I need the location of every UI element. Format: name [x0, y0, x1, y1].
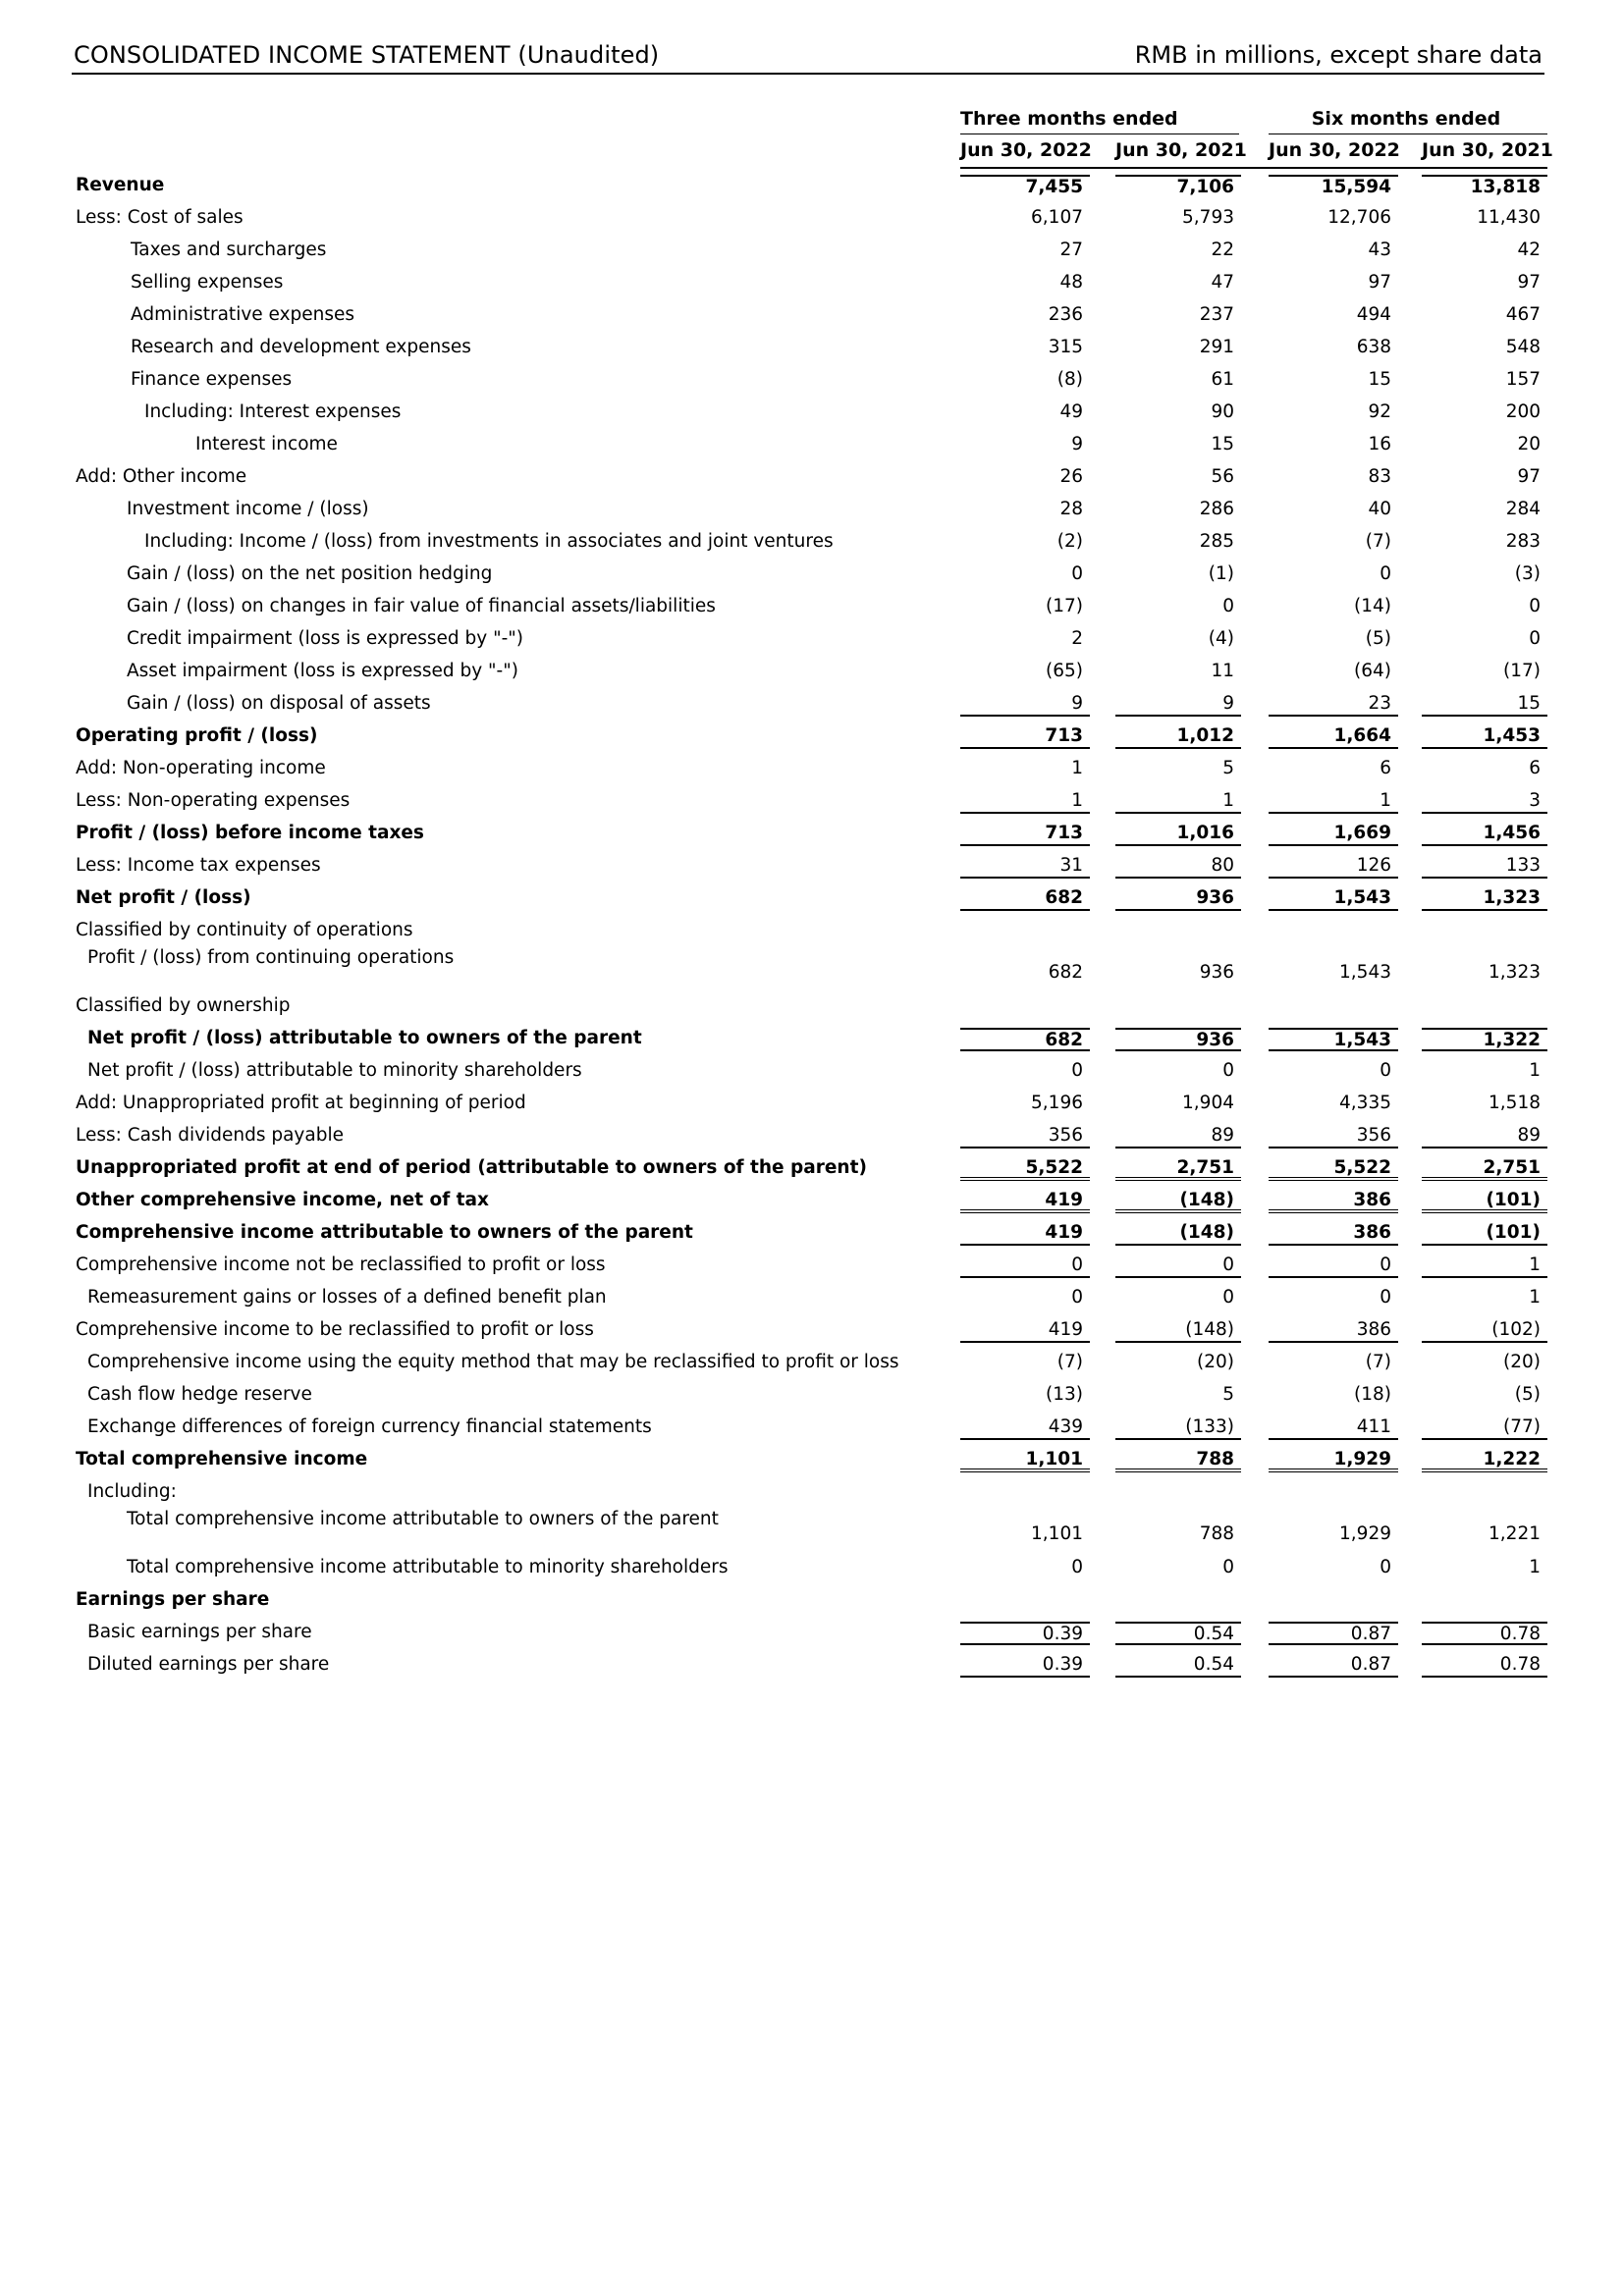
row-value: 2,751 [1115, 1157, 1241, 1181]
row-value: 6 [1380, 758, 1391, 778]
row-value: 1 [1071, 758, 1083, 778]
row-value: 1,669 [1269, 823, 1398, 846]
row-value: 26 [1059, 466, 1083, 487]
group-rule [960, 133, 1239, 134]
table-row [0, 364, 1624, 397]
row-value: (7) [1365, 531, 1391, 552]
row-value: 0.39 [960, 1622, 1090, 1645]
page-header [72, 39, 1544, 75]
row-value: (101) [1422, 1190, 1547, 1213]
row-value: 200 [1505, 401, 1541, 422]
row-value: 386 [1269, 1319, 1398, 1343]
row-value: 285 [1199, 531, 1234, 552]
row-value: 15 [1368, 369, 1391, 390]
table-row [0, 461, 1624, 494]
row-value: 494 [1356, 304, 1391, 325]
row-label: Add: Unappropriated profit at beginning of period [76, 1093, 526, 1113]
row-value: 23 [1269, 693, 1398, 717]
row-value: 133 [1422, 855, 1547, 879]
row-value: (4) [1208, 628, 1234, 649]
table-row [0, 1250, 1624, 1282]
row-value: 5 [1222, 1384, 1234, 1405]
row-value: 43 [1368, 240, 1391, 260]
row-label: Cash flow hedge reserve [87, 1384, 312, 1405]
row-value: 15 [1211, 434, 1234, 454]
row-label: Net profit / (loss) attributable to minority shareholders [87, 1060, 582, 1081]
row-value: 80 [1115, 855, 1241, 879]
row-value: 92 [1368, 401, 1391, 422]
row-value: 0 [1380, 1287, 1391, 1308]
row-value: 61 [1211, 369, 1234, 390]
row-value: 97 [1517, 272, 1541, 293]
table-row [0, 818, 1624, 850]
row-value: 386 [1269, 1190, 1398, 1213]
row-value: 22 [1211, 240, 1234, 260]
row-value: 236 [1048, 304, 1083, 325]
row-value: 15 [1422, 693, 1547, 717]
row-value: (18) [1354, 1384, 1391, 1405]
table-row [0, 1314, 1624, 1347]
row-value: 9 [1071, 434, 1083, 454]
table-row [0, 526, 1624, 559]
row-value: 0 [1529, 628, 1541, 649]
row-label: Less: Cost of sales [76, 207, 244, 228]
table-row [0, 170, 1624, 202]
table-row [0, 753, 1624, 785]
row-label: Credit impairment (loss is expressed by "-") [127, 628, 524, 649]
row-value: 56 [1211, 466, 1234, 487]
row-value: 1,664 [1269, 725, 1398, 749]
row-value: 1 [1529, 1060, 1541, 1081]
row-label: Total comprehensive income attributable to owners of the parent [127, 1509, 719, 1529]
row-value: 0.39 [960, 1654, 1090, 1678]
row-label: Administrative expenses [131, 304, 355, 325]
table-row [0, 1509, 1624, 1552]
row-label: Net profit / (loss) attributable to owners of the parent [87, 1028, 642, 1048]
table-row [0, 1412, 1624, 1444]
row-value: 1 [1269, 790, 1398, 814]
row-value: 1 [1529, 1557, 1541, 1577]
row-value: 97 [1368, 272, 1391, 293]
row-label: Investment income / (loss) [127, 499, 369, 519]
row-label: Including: Interest expenses [144, 401, 402, 422]
row-value: 419 [960, 1319, 1090, 1343]
row-value: 1,101 [1031, 1523, 1083, 1544]
table-row [0, 299, 1624, 332]
row-value: 682 [960, 1028, 1090, 1051]
row-value: 467 [1505, 304, 1541, 325]
row-value: 9 [960, 693, 1090, 717]
row-value: (64) [1354, 661, 1391, 681]
row-value: 4,335 [1339, 1093, 1391, 1113]
table-row [0, 1120, 1624, 1152]
row-value: 0 [1071, 1060, 1083, 1081]
row-label: Gain / (loss) on changes in fair value of financial assets/liabilities [127, 596, 716, 616]
table-row [0, 1444, 1624, 1476]
table-row [0, 850, 1624, 882]
row-label: Profit / (loss) before income taxes [76, 823, 424, 843]
row-value: 936 [1115, 1028, 1241, 1051]
row-label: Comprehensive income not be reclassified to profit or loss [76, 1255, 606, 1275]
row-label: Less: Cash dividends payable [76, 1125, 344, 1146]
table-row [0, 1476, 1624, 1509]
row-value: 6,107 [1031, 207, 1083, 228]
row-value: 291 [1199, 337, 1234, 357]
column-header: Jun 30, 2022 [960, 139, 1092, 161]
row-value: 1,101 [960, 1449, 1090, 1472]
row-label: Classified by continuity of operations [76, 920, 413, 940]
column-group-three-months: Three months ended [960, 108, 1178, 130]
row-value: (7) [1056, 1352, 1083, 1372]
row-value: 157 [1505, 369, 1541, 390]
row-value: 0.54 [1115, 1654, 1241, 1678]
table-row [0, 235, 1624, 267]
table-row [0, 882, 1624, 915]
row-value: 638 [1356, 337, 1391, 357]
row-value: 0 [1222, 1557, 1234, 1577]
statement-title: CONSOLIDATED INCOME STATEMENT (Unaudited) [74, 41, 660, 69]
row-value: 126 [1269, 855, 1398, 879]
row-value: 283 [1505, 531, 1541, 552]
group-rule [1269, 133, 1547, 134]
row-value: 419 [960, 1222, 1090, 1246]
row-value: 286 [1199, 499, 1234, 519]
row-value: 5,522 [960, 1157, 1090, 1181]
row-value: 5,793 [1182, 207, 1234, 228]
row-label: Total comprehensive income attributable to minority shareholders [127, 1557, 729, 1577]
row-label: Gain / (loss) on the net position hedging [127, 563, 493, 584]
row-value: 13,818 [1422, 175, 1547, 198]
row-value: 237 [1199, 304, 1234, 325]
row-value: 3 [1422, 790, 1547, 814]
table-row [0, 397, 1624, 429]
row-value: 315 [1048, 337, 1083, 357]
row-label: Gain / (loss) on disposal of assets [127, 693, 431, 714]
row-value: 48 [1059, 272, 1083, 293]
row-value: 28 [1059, 499, 1083, 519]
column-header: Jun 30, 2021 [1422, 139, 1553, 161]
header-rule [960, 167, 1547, 169]
row-value: 0 [1071, 563, 1083, 584]
row-value: 83 [1368, 466, 1391, 487]
table-row [0, 1584, 1624, 1617]
row-value: 1,929 [1269, 1449, 1398, 1472]
row-value: 7,455 [960, 175, 1090, 198]
table-row [0, 1282, 1624, 1314]
row-value: 1 [1115, 790, 1241, 814]
row-value: (7) [1365, 1352, 1391, 1372]
row-label: Other comprehensive income, net of tax [76, 1190, 489, 1210]
table-row [0, 1088, 1624, 1120]
row-value: 0 [1222, 596, 1234, 616]
row-value: (65) [1046, 661, 1083, 681]
row-value: 386 [1269, 1222, 1398, 1246]
row-value: 788 [1115, 1449, 1241, 1472]
row-label: Comprehensive income attributable to owners of the parent [76, 1222, 693, 1243]
row-label: Exchange differences of foreign currency financial statements [87, 1416, 652, 1437]
row-value: 284 [1505, 499, 1541, 519]
row-label: Comprehensive income to be reclassified to profit or loss [76, 1319, 594, 1340]
row-value: 5,522 [1269, 1157, 1398, 1181]
table-row [0, 1617, 1624, 1649]
row-value: (2) [1056, 531, 1083, 552]
table-row [0, 1152, 1624, 1185]
row-value: 42 [1517, 240, 1541, 260]
row-value: 682 [1048, 962, 1083, 983]
row-value: 0 [1071, 1557, 1083, 1577]
row-value: 1,543 [1269, 1028, 1398, 1051]
row-label: Operating profit / (loss) [76, 725, 318, 746]
row-value: 0.78 [1422, 1622, 1547, 1645]
row-label: Total comprehensive income [76, 1449, 368, 1469]
row-value: (3) [1514, 563, 1541, 584]
row-value: 20 [1517, 434, 1541, 454]
row-label: Add: Other income [76, 466, 247, 487]
table-row [0, 1347, 1624, 1379]
row-value: (17) [1503, 661, 1541, 681]
row-value: 0 [1222, 1287, 1234, 1308]
row-label: Finance expenses [131, 369, 293, 390]
row-value: 90 [1211, 401, 1234, 422]
row-value: 1,929 [1339, 1523, 1391, 1544]
row-value: 0 [960, 1255, 1090, 1278]
column-header: Jun 30, 2021 [1115, 139, 1247, 161]
row-value: 89 [1422, 1125, 1547, 1148]
row-value: 0 [1269, 1255, 1398, 1278]
row-value: 5 [1222, 758, 1234, 778]
table-row [0, 656, 1624, 688]
row-value: 356 [960, 1125, 1090, 1148]
row-value: 1,016 [1115, 823, 1241, 846]
units-note: RMB in millions, except share data [1134, 41, 1543, 69]
row-value: 5,196 [1031, 1093, 1083, 1113]
row-value: (8) [1056, 369, 1083, 390]
row-value: 15,594 [1269, 175, 1398, 198]
row-value: 439 [960, 1416, 1090, 1440]
row-value: 7,106 [1115, 175, 1241, 198]
table-row [0, 559, 1624, 591]
row-label: Unappropriated profit at end of period (attributable to owners of the parent) [76, 1157, 867, 1178]
row-value: (148) [1115, 1190, 1241, 1213]
row-value: 936 [1199, 962, 1234, 983]
row-value: 0 [1380, 1060, 1391, 1081]
row-value: 9 [1115, 693, 1241, 717]
row-value: 936 [1115, 887, 1241, 911]
table-row [0, 332, 1624, 364]
row-value: 47 [1211, 272, 1234, 293]
row-value: (13) [1046, 1384, 1083, 1405]
row-value: 31 [960, 855, 1090, 879]
row-value: 2,751 [1422, 1157, 1547, 1181]
row-value: 682 [960, 887, 1090, 911]
row-value: (14) [1354, 596, 1391, 616]
table-row [0, 1023, 1624, 1055]
table-row [0, 1552, 1624, 1584]
row-value: 419 [960, 1190, 1090, 1213]
table-row [0, 1379, 1624, 1412]
row-value: 11 [1211, 661, 1234, 681]
row-value: 548 [1505, 337, 1541, 357]
row-label: Less: Income tax expenses [76, 855, 321, 876]
table-row [0, 990, 1624, 1023]
row-value: 0 [1380, 563, 1391, 584]
row-value: 713 [960, 823, 1090, 846]
row-value: 2 [1071, 628, 1083, 649]
row-value: 788 [1199, 1523, 1234, 1544]
table-row [0, 591, 1624, 623]
row-label: Including: Income / (loss) from investments in associates and joint ventures [144, 531, 834, 552]
table-row [0, 785, 1624, 818]
row-value: 40 [1368, 499, 1391, 519]
row-label: Selling expenses [131, 272, 284, 293]
row-value: 0.87 [1269, 1622, 1398, 1645]
row-label: Revenue [76, 175, 165, 195]
row-value: (77) [1422, 1416, 1547, 1440]
row-value: 1,323 [1422, 887, 1547, 911]
row-value: 1,322 [1422, 1028, 1547, 1051]
row-value: 12,706 [1327, 207, 1391, 228]
row-value: 49 [1059, 401, 1083, 422]
row-label: Interest income [195, 434, 338, 454]
row-value: 0.78 [1422, 1654, 1547, 1678]
row-label: Diluted earnings per share [87, 1654, 330, 1675]
row-value: 27 [1059, 240, 1083, 260]
column-header: Jun 30, 2022 [1269, 139, 1400, 161]
row-value: 0 [1222, 1060, 1234, 1081]
row-value: 0.87 [1269, 1654, 1398, 1678]
table-row [0, 202, 1624, 235]
row-value: 1,453 [1422, 725, 1547, 749]
row-value: (148) [1115, 1222, 1241, 1246]
row-label: Taxes and surcharges [131, 240, 327, 260]
row-label: Less: Non-operating expenses [76, 790, 351, 811]
table-row [0, 1055, 1624, 1088]
row-value: 1,518 [1489, 1093, 1541, 1113]
row-label: Net profit / (loss) [76, 887, 251, 908]
row-value: 0 [1115, 1255, 1241, 1278]
row-label: Basic earnings per share [87, 1622, 312, 1642]
row-value: 1,323 [1489, 962, 1541, 983]
row-label: Add: Non-operating income [76, 758, 326, 778]
table-row [0, 429, 1624, 461]
row-value: 89 [1115, 1125, 1241, 1148]
table-row [0, 947, 1624, 990]
row-value: (5) [1514, 1384, 1541, 1405]
row-value: (133) [1115, 1416, 1241, 1440]
row-value: 0.54 [1115, 1622, 1241, 1645]
row-value: 1,012 [1115, 725, 1241, 749]
table-row [0, 915, 1624, 947]
row-value: (102) [1422, 1319, 1547, 1343]
table-row [0, 721, 1624, 753]
row-value: (20) [1197, 1352, 1234, 1372]
row-label: Classified by ownership [76, 995, 291, 1016]
row-value: 1,543 [1339, 962, 1391, 983]
row-value: 97 [1517, 466, 1541, 487]
row-value: 0 [1529, 596, 1541, 616]
row-value: 16 [1368, 434, 1391, 454]
row-value: 1,904 [1182, 1093, 1234, 1113]
row-value: 1 [1422, 1255, 1547, 1278]
row-value: (17) [1046, 596, 1083, 616]
row-label: Earnings per share [76, 1589, 270, 1610]
row-value: 0 [1380, 1557, 1391, 1577]
table-row [0, 1217, 1624, 1250]
row-label: Profit / (loss) from continuing operations [87, 947, 455, 968]
row-label: Asset impairment (loss is expressed by "-") [127, 661, 518, 681]
row-value: 1,221 [1489, 1523, 1541, 1544]
column-group-six-months: Six months ended [1311, 108, 1501, 130]
row-label: Research and development expenses [131, 337, 471, 357]
table-row [0, 623, 1624, 656]
row-value: 1 [1529, 1287, 1541, 1308]
row-value: 713 [960, 725, 1090, 749]
row-label: Including: [87, 1481, 177, 1502]
row-label: Comprehensive income using the equity method that may be reclassified to profit or loss [87, 1352, 899, 1372]
table-row [0, 688, 1624, 721]
row-value: 411 [1269, 1416, 1398, 1440]
row-value: 1,222 [1422, 1449, 1547, 1472]
row-value: 356 [1269, 1125, 1398, 1148]
row-value: 0 [1071, 1287, 1083, 1308]
table-row [0, 1649, 1624, 1682]
row-value: (1) [1208, 563, 1234, 584]
row-value: (101) [1422, 1222, 1547, 1246]
row-value: 11,430 [1477, 207, 1541, 228]
row-value: 1,543 [1269, 887, 1398, 911]
table-row [0, 494, 1624, 526]
row-label: Remeasurement gains or losses of a defined benefit plan [87, 1287, 607, 1308]
row-value: (148) [1115, 1319, 1241, 1343]
row-value: 6 [1529, 758, 1541, 778]
row-value: (5) [1365, 628, 1391, 649]
row-value: 1,456 [1422, 823, 1547, 846]
row-value: 1 [960, 790, 1090, 814]
table-row [0, 267, 1624, 299]
table-row [0, 1185, 1624, 1217]
row-value: (20) [1503, 1352, 1541, 1372]
